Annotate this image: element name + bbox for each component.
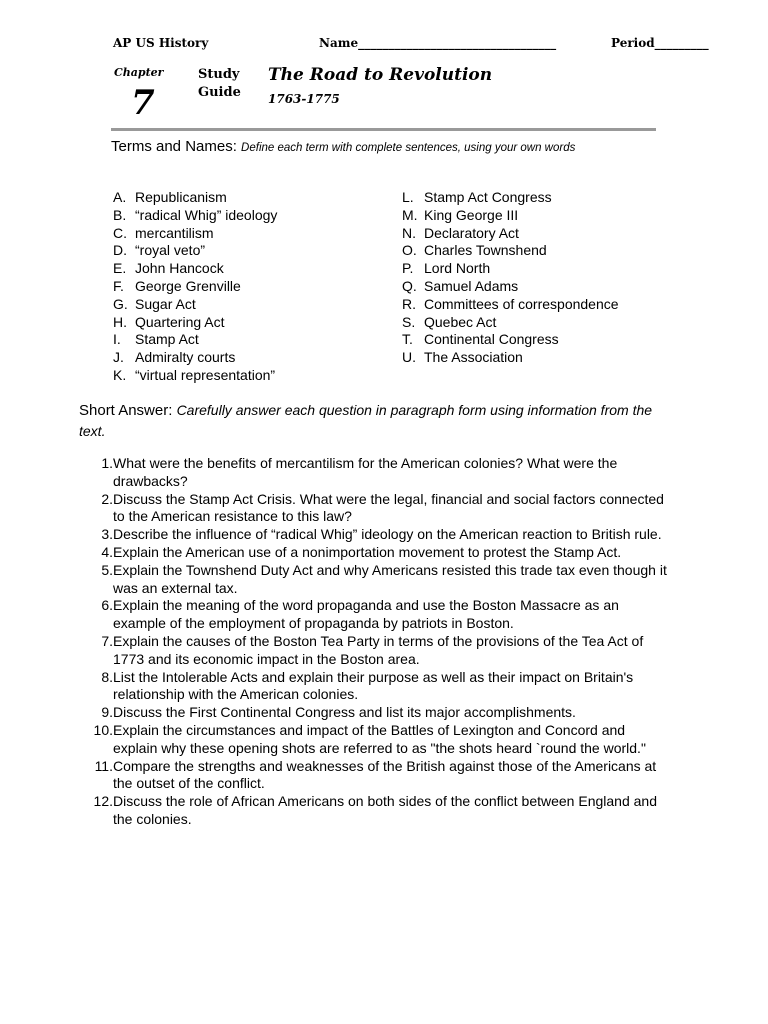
question-item: 4. Explain the American use of a nonimportation movement to protest the Stamp Act.: [101, 543, 622, 560]
question-item: 11. Compare the strengths and weaknesses of the British against those of the Americans at the outset of the conflict.: [94, 757, 657, 792]
list-item: F. George Grenville: [113, 277, 241, 294]
terms-instruction: Define each term with complete sentences, using your own words: [241, 142, 576, 154]
question-item: 12. Discuss the role of African Americans on both sides of the conflict between England and the colonies.: [93, 793, 657, 827]
short-answer-label: Short Answer:: [79, 402, 173, 419]
document-title: The Road to Revolution: [268, 65, 493, 85]
question-item: 5. Explain the Townshend Duty Act and why Americans resisted this trade tax even though it was an external tax.: [101, 561, 667, 596]
guide-label: Guide: [198, 85, 241, 100]
question-item: 1. What were the benefits of mercantilism for the American colonies? What were the drawbacks?: [101, 455, 618, 489]
list-item: K. “virtual representation”: [113, 366, 276, 383]
list-item: R. Committees of correspondence: [402, 295, 619, 312]
terms-list-left: [113, 189, 277, 385]
name-field: Name_________________________________: [319, 36, 557, 50]
course-label: AP US History: [113, 36, 209, 50]
list-item: U. The Association: [402, 349, 523, 366]
list-item: S. Quebec Act: [402, 313, 497, 330]
list-item: B. “radical Whig” ideology: [113, 206, 278, 223]
study-label: Study: [198, 67, 240, 82]
list-item: T. Continental Congress: [402, 331, 559, 348]
chapter-label: Chapter: [114, 66, 164, 79]
list-item: O. Charles Townshend: [402, 242, 547, 259]
list-item: M. King George III: [402, 206, 519, 223]
list-item: P. Lord North: [402, 260, 491, 277]
question-item: 6. Explain the meaning of the word propaganda and use the Boston Massacre as an example of the employment of propaganda by patriots in Boston.: [101, 597, 619, 632]
terms-heading-label: Terms and Names:: [111, 138, 237, 155]
question-item: 8. List the Intolerable Acts and explain their purpose as well as their impact on Britain's relationship with the American colonies.: [101, 668, 634, 703]
period-field: Period_________: [611, 36, 709, 50]
short-answer-heading: [79, 400, 659, 442]
list-item: Q. Samuel Adams: [402, 277, 519, 294]
short-answer-instruction: Carefully answer each question in paragraph form using information from the text.: [79, 402, 653, 439]
list-item: H. Quartering Act: [113, 313, 225, 330]
question-item: 2. Discuss the Stamp Act Crisis. What were the legal, financial and social factors connected to the American resistance to this law?: [101, 490, 664, 525]
question-item: 10. Explain the circumstances and impact of the Battles of Lexington and Concord and explain why these opening shots are referred to as "the shots heard `round the world.": [93, 721, 646, 756]
terms-list-right: [402, 189, 619, 367]
list-item: D. “royal veto”: [113, 242, 206, 259]
question-item: 9. Discuss the First Continental Congress and list its major accomplishments.: [101, 704, 576, 721]
question-item: 3. Describe the influence of “radical Whig” ideology on the American reaction to British rule.: [101, 526, 662, 543]
list-item: L. Stamp Act Congress: [402, 189, 552, 205]
list-item: I. Stamp Act: [113, 331, 199, 348]
year-range: 1763-1775: [268, 92, 340, 106]
question-item: 7. Explain the causes of the Boston Tea Party in terms of the provisions of the Tea Act of 1773 and its economic impact in the Boston area.: [101, 632, 644, 667]
list-item: G. Sugar Act: [113, 295, 196, 312]
list-item: N. Declaratory Act: [402, 224, 519, 241]
chapter-number: 7: [131, 83, 155, 123]
list-item: E. John Hancock: [113, 260, 224, 277]
list-item: A. Republicanism: [113, 189, 227, 205]
question-list: [87, 455, 667, 829]
study-guide-label: [198, 66, 241, 102]
header-divider: [111, 128, 656, 131]
list-item: C. mercantilism: [113, 224, 214, 241]
terms-heading: [111, 138, 575, 155]
list-item: J. Admiralty courts: [113, 349, 236, 366]
